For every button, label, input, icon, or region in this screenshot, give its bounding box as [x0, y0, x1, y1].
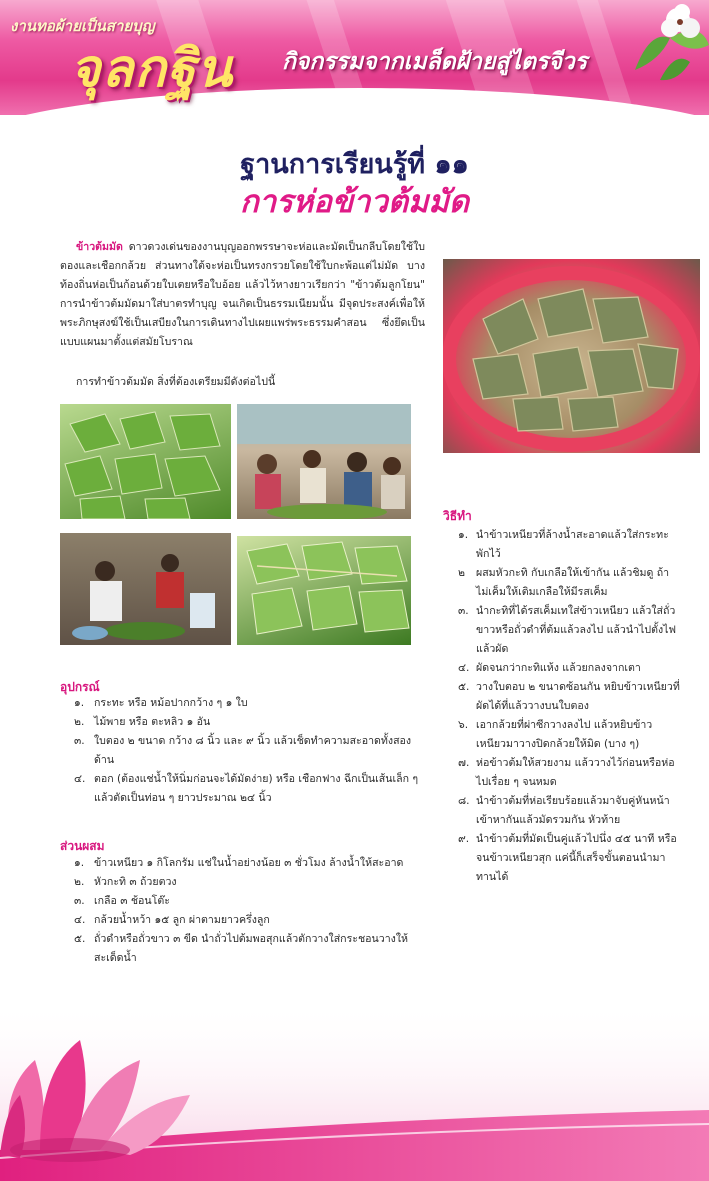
footer-decoration [0, 1000, 709, 1181]
list-item: ๓. ใบตอง ๒ ขนาด กว้าง ๘ นิ้ว และ ๙ นิ้ว แล้วเช็ดทำความสะอาดทั้งสองด้าน [74, 735, 412, 766]
intro-text: ดาวดวงเด่นของงานบุญออกพรรษาจะห่อและมัดเป็นกลีบโดยใช้ใบตองและเชือกกล้วย ส่วนทางใต้จะห่อเป็นทรงกรวยโดยใช้ใบกะพ้อแต่ไม่มัด บางท้องถิ่นห่อเป็นก้อนด้วยใบเตยหรือใบอ้อย แล้วไว้หางยาวเรียกว่า "ข้าวต้มลูกโยน" การนำข้าวต้มมัดมาใส่บาตรทำบุญ จนเกิดเป็นธรรมเนียมนั้น มีจุดประสงค์เพื่อให้พระภิกษุสงฆ์ใช้เป็นเสบียงในการเดินทางไปเผยแพร่พระธรรมคำสอน ซึ่งยึดเป็นแบบแผนมาตั้งแต่สมัยโบราณ [60, 241, 425, 348]
equipment-heading: อุปกรณ์ [60, 680, 100, 694]
header-logo-text: จุลกฐิน [70, 38, 234, 99]
list-item: ๓. เกลือ ๓ ช้อนโต๊ะ [74, 895, 170, 907]
list-item: ๙. นำข้าวต้มที่มัดเป็นคู่แล้วไปนึ่ง ๔๕ นาที หรือ จนข้าวเหนียวสุก แค่นี้ก็เสร็จขั้นตอนนำมาทานได้ [458, 833, 677, 883]
list-item: ๓. นำกะทิที่ได้รสเค็มเทใส่ข้าวเหนียว แล้วใส่ถั่วขาวหรือถั่วดำที่ต้มแล้วลงไป แล้วนำไปตั้งไฟแล้วผัด [458, 605, 676, 655]
photo-wrapped-bundles [60, 404, 231, 519]
intro-paragraph [60, 238, 425, 352]
list-item: ๒. ไม้พาย หรือ ตะหลิว ๑ อัน [74, 716, 211, 728]
list-item: ๘. นำข้าวต้มที่ห่อเรียบร้อยแล้วมาจับคู่หันหน้าเข้าหากันแล้วมัดรวมกัน หัวท้าย [458, 795, 670, 826]
list-item: ๑. ข้าวเหนียว ๑ กิโลกรัม แช่ในน้ำอย่างน้อย ๓ ชั่วโมง ล้างน้ำให้สะอาด [74, 857, 404, 869]
prep-line: การทำข้าวต้มมัด สิ่งที่ต้องเตรียมมีดังต่อไปนี้ [76, 376, 276, 388]
station-title: ฐานการเรียนรู้ที่ ๑๑ [240, 149, 469, 180]
list-item: ๔. ผัดจนกว่ากะทิแห้ง แล้วยกลงจากเตา [458, 662, 641, 674]
photo-villagers-wrapping [237, 404, 411, 519]
ingredients-heading: ส่วนผสม [60, 839, 105, 853]
method-heading: วิธีทำ [443, 509, 472, 523]
list-item: ๔. กล้วยน้ำหว้า ๑๕ ลูก ผ่าตามยาวครึ่งลูก [74, 914, 270, 926]
equipment-list [74, 694, 424, 808]
header-subtitle: กิจกรรมจากเมล็ดฝ้ายสู่ไตรจีวร [282, 49, 588, 75]
dish-title: การห่อข้าวต้มมัด [239, 184, 470, 220]
list-item: ๕. ถั่วดำหรือถั่วขาว ๓ ขีด นำถั่วไปต้มพอสุกแล้วตักวางใส่กระชอนวางให้สะเด็ดน้ำ [74, 933, 408, 964]
ingredients-list [74, 854, 424, 968]
photo-women-cooking [60, 533, 231, 645]
list-item: ๔. ตอก (ต้องแช่น้ำให้นิ่มก่อนจะได้มัดง่าย) หรือ เชือกฟาง ฉีกเป็นเส้นเล็ก ๆ แล้วตัดเป็นท่อน ๆ ยาวประมาณ ๒๔ นิ้ว [74, 773, 419, 804]
header-tagline: งานทอผ้ายเป็นสายบุญ [10, 17, 155, 35]
cotton-flower-icon [630, 0, 709, 88]
list-item: ๑. นำข้าวเหนียวที่ล้างน้ำสะอาดแล้วใส่กระทะ พักไว้ [458, 529, 669, 560]
list-item: ๕. วางใบตอบ ๒ ขนาดซ้อนกัน หยิบข้าวเหนียวที่ผัดได้ที่แล้ววางบนใบตอง [458, 681, 680, 712]
list-item: ๑. กระทะ หรือ หม้อปากกว้าง ๆ ๑ ใบ [74, 697, 248, 709]
intro-lead: ข้าวต้มมัด [76, 241, 123, 253]
list-item: ๗. ห่อข้าวต้มให้สวยงาม แล้ววางไว้ก่อนหรือห่อไปเรื่อย ๆ จนหมด [458, 757, 675, 788]
list-item: ๒. หัวกะทิ ๓ ถ้วยตวง [74, 876, 177, 888]
photo-finished-bundles [237, 536, 411, 645]
photo-khao-tom-plate [443, 259, 700, 453]
list-item: ๒ ผสมหัวกะทิ กับเกลือให้เข้ากัน แล้วชิมดู ถ้าไม่เค็มให้เติมเกลือให้มีรสเค็ม [458, 567, 670, 598]
method-list [458, 526, 680, 887]
list-item: ๖. เอากล้วยที่ผ่าซีกวางลงไป แล้วหยิบข้าวเหนียวมาวางปิดกล้วยให้มิด (บาง ๆ) [458, 719, 653, 750]
